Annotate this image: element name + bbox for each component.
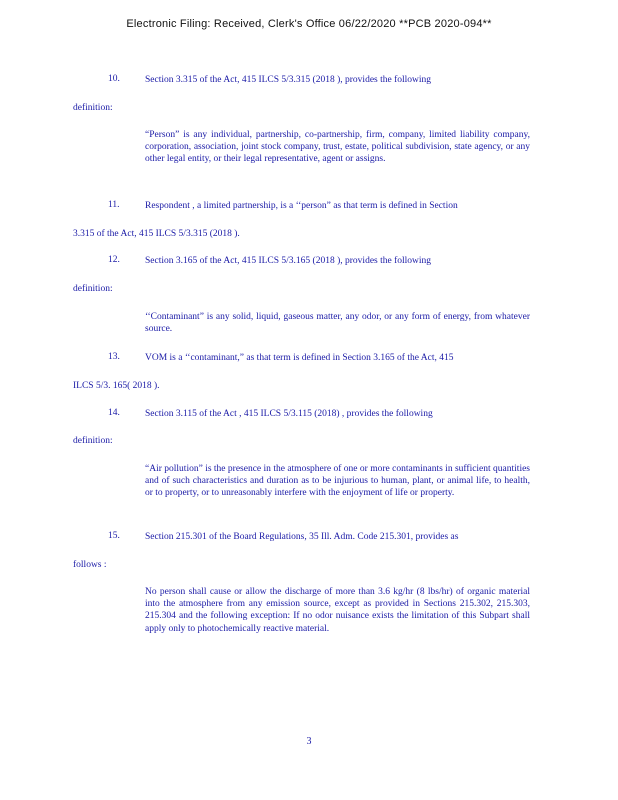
paragraph-continuation: 3.315 of the Act, 415 ILCS 5/3.315 (2018 ).: [73, 229, 240, 239]
paragraph-text: Section 215.301 of the Board Regulations, 35 Ill. Adm. Code 215.301, provides as: [145, 532, 459, 542]
paragraph-number: 13.: [108, 352, 120, 362]
paragraph-text: VOM is a ‘‘contaminant,” as that term is defined in Section 3.165 of the Act, 415: [145, 353, 454, 363]
paragraph-continuation: follows :: [73, 560, 107, 570]
page-number: 3: [306, 736, 312, 747]
block-quote: No person shall cause or allow the discharge of more than 3.6 kg/hr (8 lbs/hr) of organic material into the atmosphere from any emission source, except as provided in Sections 215.302, 215.303, 215.304 and the following exception: If no odor nuisance exists the limitation of this Subpart shall apply only to photochemically reactive material.: [145, 587, 530, 634]
paragraph-number: 10.: [108, 74, 120, 84]
paragraph-text: Section 3.165 of the Act, 415 ILCS 5/3.165 (2018 ), provides the following: [145, 256, 432, 266]
paragraph-continuation: ILCS 5/3. 165( 2018 ).: [73, 381, 160, 391]
paragraph-number: 15.: [108, 531, 120, 541]
paragraph-continuation: definition:: [73, 436, 113, 446]
paragraph-text: Section 3.315 of the Act, 415 ILCS 5/3.315 (2018 ), provides the following: [145, 75, 432, 85]
paragraph-text: Respondent , a limited partnership, is a ‘‘person” as that term is defined in Section: [145, 201, 458, 211]
paragraph-text: Section 3.115 of the Act , 415 ILCS 5/3.115 (2018) , provides the following: [145, 409, 433, 419]
filing-header: Electronic Filing: Received, Clerk's Office 06/22/2020 **PCB 2020-094**: [126, 18, 492, 30]
paragraph-continuation: definition:: [73, 284, 113, 294]
paragraph-continuation: definition:: [73, 103, 113, 113]
paragraph-number: 11.: [108, 200, 120, 210]
block-quote: “Person” is any individual, partnership, co-partnership, firm, company, limited liability company, corporation, association, joint stock company, trust, estate, political subdivision, state agency, or any other legal entity, or their legal representative, agent or assigns.: [145, 130, 530, 165]
paragraph-number: 12.: [108, 255, 120, 265]
paragraph-number: 14.: [108, 408, 120, 418]
block-quote: ‘‘Contaminant” is any solid, liquid, gaseous matter, any odor, or any form of energy, from whatever source.: [145, 312, 530, 335]
block-quote: “Air pollution” is the presence in the atmosphere of one or more contaminants in sufficient quantities and of such characteristics and duration as to be injurious to human, plant, or animal life, to health, or to property, or to unreasonably interfere with the enjoyment of life or property.: [145, 464, 530, 499]
